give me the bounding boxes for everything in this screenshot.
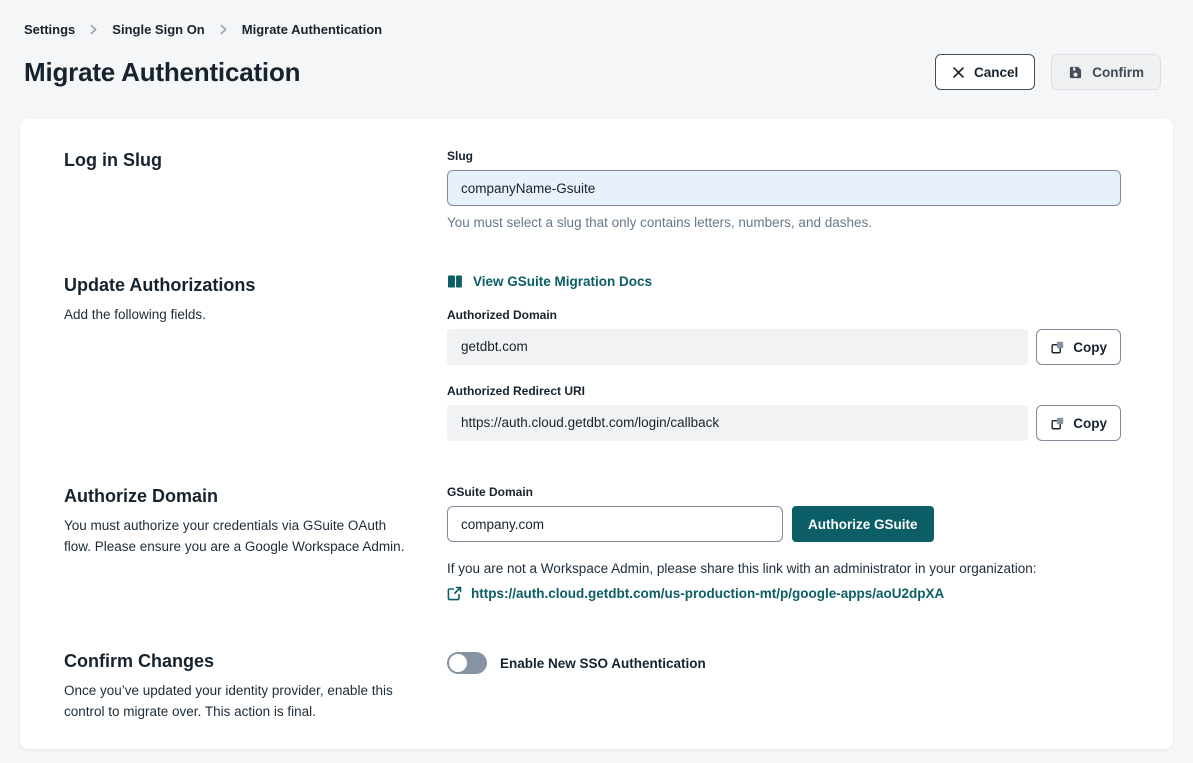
gsuite-domain-row [447,506,1121,542]
sso-toggle-row [447,652,1121,674]
authorized-domain-row [447,329,1121,365]
external-link-icon [447,586,462,601]
copy-icon [1050,340,1065,355]
x-icon [952,66,965,79]
section-login-slug [20,149,1173,230]
chevron-right-icon [88,24,99,35]
login-slug-heading: Log in Slug [64,150,162,170]
copy-redirect-uri-button[interactable] [1036,405,1121,441]
gsuite-domain-label: GSuite Domain [447,485,534,499]
redirect-uri-label: Authorized Redirect URI [447,384,586,398]
update-authorizations-description: Add the following fields. [64,306,206,322]
confirm-changes-description: Once you’ve updated your identity provider, enable this control to migrate over. This action is final. [64,682,393,720]
copy-button-label: Copy [1073,339,1107,355]
book-icon [447,274,464,289]
update-authorizations-heading: Update Authorizations [64,275,256,295]
enable-sso-toggle[interactable] [447,652,487,674]
authorize-domain-heading: Authorize Domain [64,486,219,506]
breadcrumb-settings[interactable]: Settings [24,22,76,37]
section-confirm-changes [20,650,1173,723]
page-title: Migrate Authentication [24,56,301,87]
workspace-admin-note: If you are not a Workspace Admin, please share this link with an administrator in your organization: [447,561,1037,576]
cancel-button-label: Cancel [973,64,1019,80]
admin-share-link-label: https://auth.cloud.getdbt.com/us-production-mt/p/google-apps/aoU2dpXA [471,586,945,602]
enable-sso-toggle-label: Enable New SSO Authentication [500,655,706,671]
slug-label: Slug [447,149,473,163]
authorized-domain-value: getdbt.com [447,329,1028,365]
toggle-knob [449,654,467,672]
gsuite-migration-docs-link[interactable] [447,274,652,289]
settings-card [20,119,1173,749]
copy-button-label: Copy [1073,415,1107,431]
authorized-domain-label: Authorized Domain [447,308,557,322]
save-icon [1068,65,1083,80]
title-row [24,54,1161,90]
admin-share-link[interactable] [447,586,944,601]
confirm-button[interactable] [1051,54,1161,90]
slug-helper-text: You must select a slug that only contains letters, numbers, and dashes. [447,215,872,230]
cancel-button[interactable] [935,54,1035,90]
copy-icon [1050,416,1065,431]
redirect-uri-value: https://auth.cloud.getdbt.com/login/callback [447,405,1028,441]
slug-input[interactable] [447,170,1121,206]
chevron-right-icon [218,24,229,35]
section-update-authorizations [20,274,1173,441]
section-authorize-domain [20,485,1173,606]
gsuite-domain-input[interactable] [447,506,783,542]
breadcrumb [24,22,1161,37]
confirm-changes-heading: Confirm Changes [64,651,215,672]
breadcrumb-current: Migrate Authentication [241,22,383,37]
confirm-button-label: Confirm [1092,64,1144,80]
breadcrumb-single-sign-on[interactable]: Single Sign On [112,22,205,37]
header-actions [935,54,1161,90]
authorize-gsuite-button[interactable]: Authorize GSuite [792,506,934,542]
docs-link-label: View GSuite Migration Docs [473,274,653,289]
page-header [0,0,1193,90]
copy-authorized-domain-button[interactable] [1036,329,1121,365]
redirect-uri-row [447,405,1121,441]
authorize-domain-description: You must authorize your credentials via GSuite OAuth flow. Please ensure you are a Google Workspace Admin. [64,517,405,555]
